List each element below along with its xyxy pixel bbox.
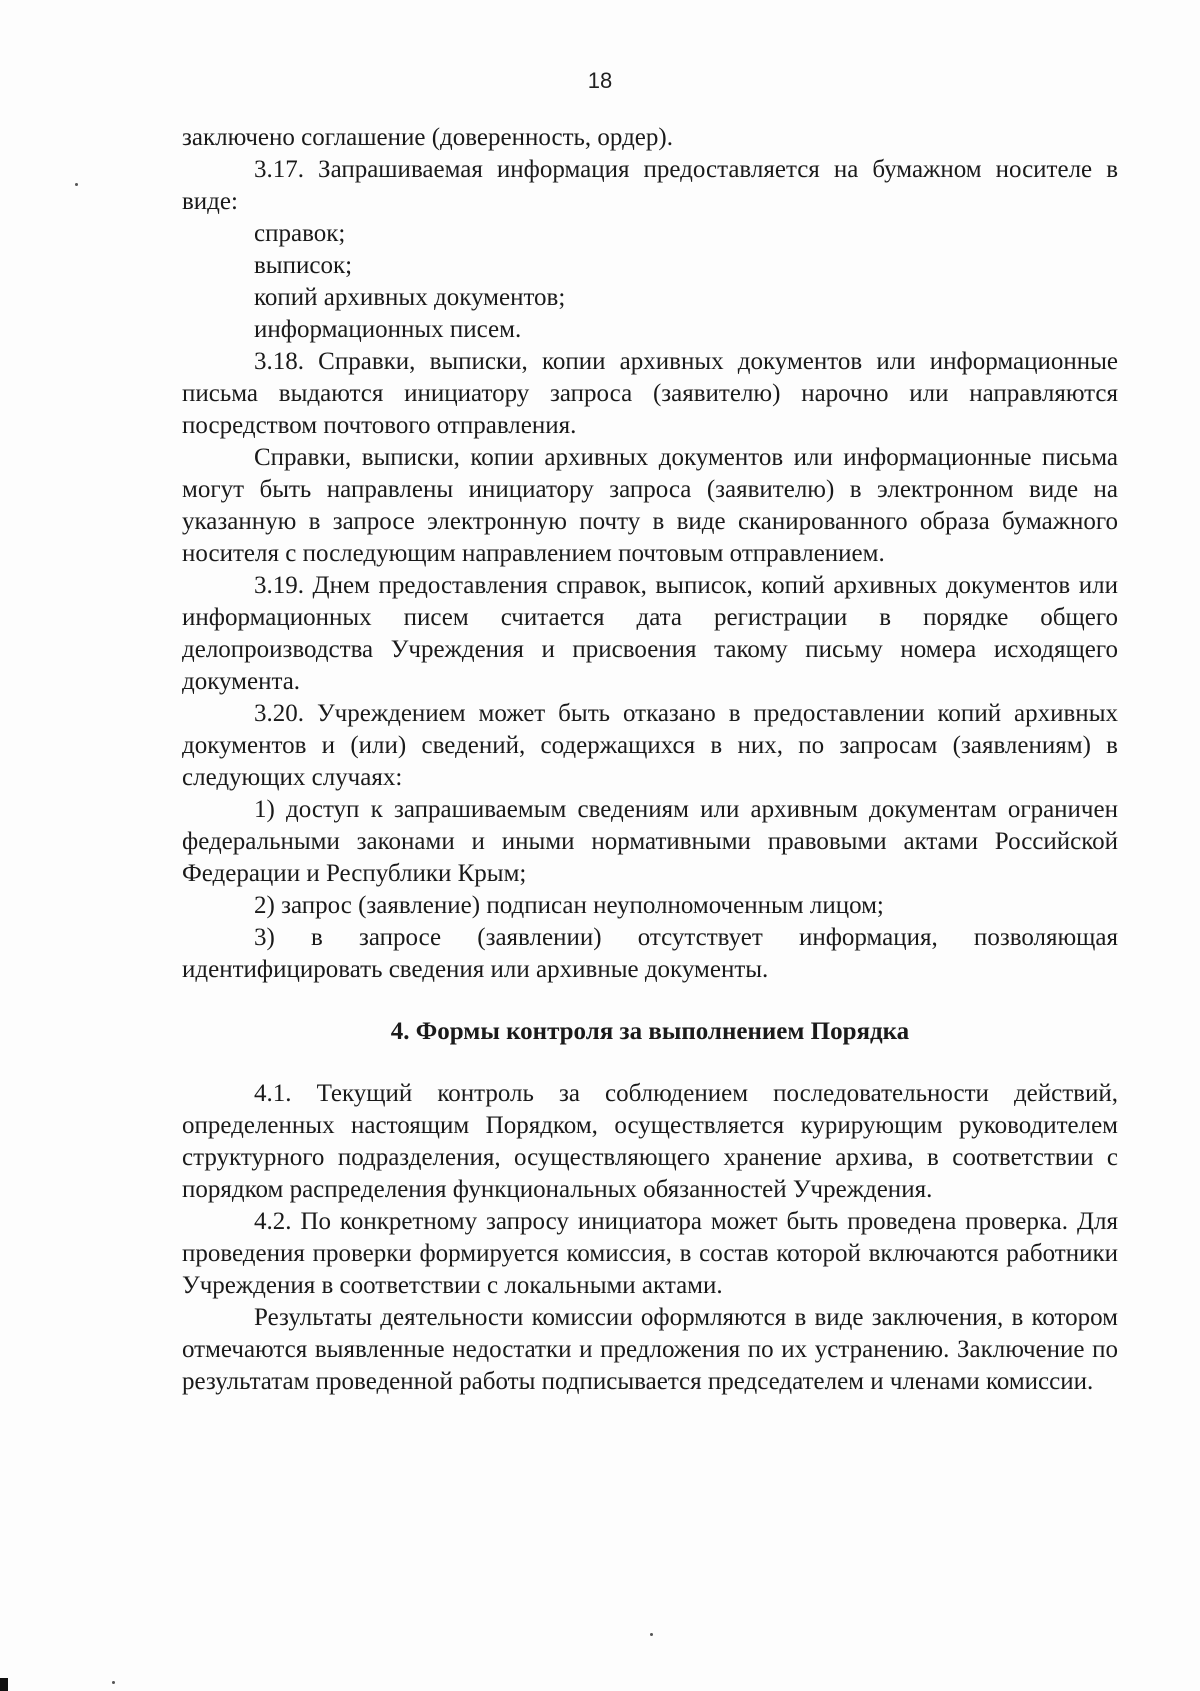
paragraph-4-2: 4.2. По конкретному запросу инициатора может быть проведена проверка. Для проведения проверки формируется комиссия, в состав которой включаются работники Учреждения в соответствии с локальными актами. xyxy=(182,1208,1118,1299)
scan-speck xyxy=(650,1633,653,1636)
paragraph-4-1: 4.1. Текущий контроль за соблюдением последовательности действий, определенных настоящим Порядком, осуществляется курирующим руководителем структурного подразделения, осуществляющего хранение архива, в соответствии с порядком распределения функциональных обязанностей Учреждения. xyxy=(182,1080,1118,1203)
list-item: выписок; xyxy=(254,252,353,279)
document-body xyxy=(182,122,1118,1398)
paragraph-3-18: 3.18. Справки, выписки, копии архивных документов или информационные письма выдаются инициатору запроса (заявителю) нарочно или направляются посредством почтового отправления. xyxy=(182,348,1118,439)
list-item: копий архивных документов; xyxy=(254,284,566,311)
paragraph-3-17: 3.17. Запрашиваемая информация предоставляется на бумажном носителе в виде: xyxy=(182,156,1118,215)
paragraph-3-20-item-3: 3) в запросе (заявлении) отсутствует информация, позволяющая идентифицировать сведения или архивные документы. xyxy=(182,924,1118,983)
paragraph-3-19: 3.19. Днем предоставления справок, выписок, копий архивных документов или информационных писем считается дата регистрации в порядке общего делопроизводства Учреждения и присвоения такому письму номера исходящего документа. xyxy=(182,572,1118,695)
scan-speck xyxy=(75,183,78,186)
scan-edge-mark xyxy=(0,1678,8,1691)
paragraph-4-2-results: Результаты деятельности комиссии оформляются в виде заключения, в котором отмечаются выявленные недостатки и предложения по их устранению. Заключение по результатам проведенной работы подписывается председателем и членами комиссии. xyxy=(182,1304,1118,1395)
scan-speck xyxy=(112,1681,115,1684)
list-item: информационных писем. xyxy=(254,316,522,343)
paragraph-continuation: заключено соглашение (доверенность, ордер). xyxy=(182,124,673,151)
page-number: 18 xyxy=(587,68,613,93)
paragraph-3-20: 3.20. Учреждением может быть отказано в предоставлении копий архивных документов и (или) сведений, содержащихся в них, по запросам (заявлениям) в следующих случаях: xyxy=(182,700,1118,791)
list-item: справок; xyxy=(254,220,346,247)
section-heading-4: 4. Формы контроля за выполнением Порядка xyxy=(390,1018,910,1045)
paragraph-3-20-item-2: 2) запрос (заявление) подписан неуполномоченным лицом; xyxy=(254,892,884,919)
paragraph-3-20-item-1: 1) доступ к запрашиваемым сведениям или архивным документам ограничен федеральными законами и иными нормативными правовыми актами Российской Федерации и Республики Крым; xyxy=(182,796,1118,887)
paragraph-3-18-electronic: Справки, выписки, копии архивных документов или информационные письма могут быть направлены инициатору запроса (заявителю) в электронном виде на указанную в запросе электронную почту в виде сканированного образа бумажного носителя с последующим направлением почтовым отправлением. xyxy=(182,444,1118,567)
